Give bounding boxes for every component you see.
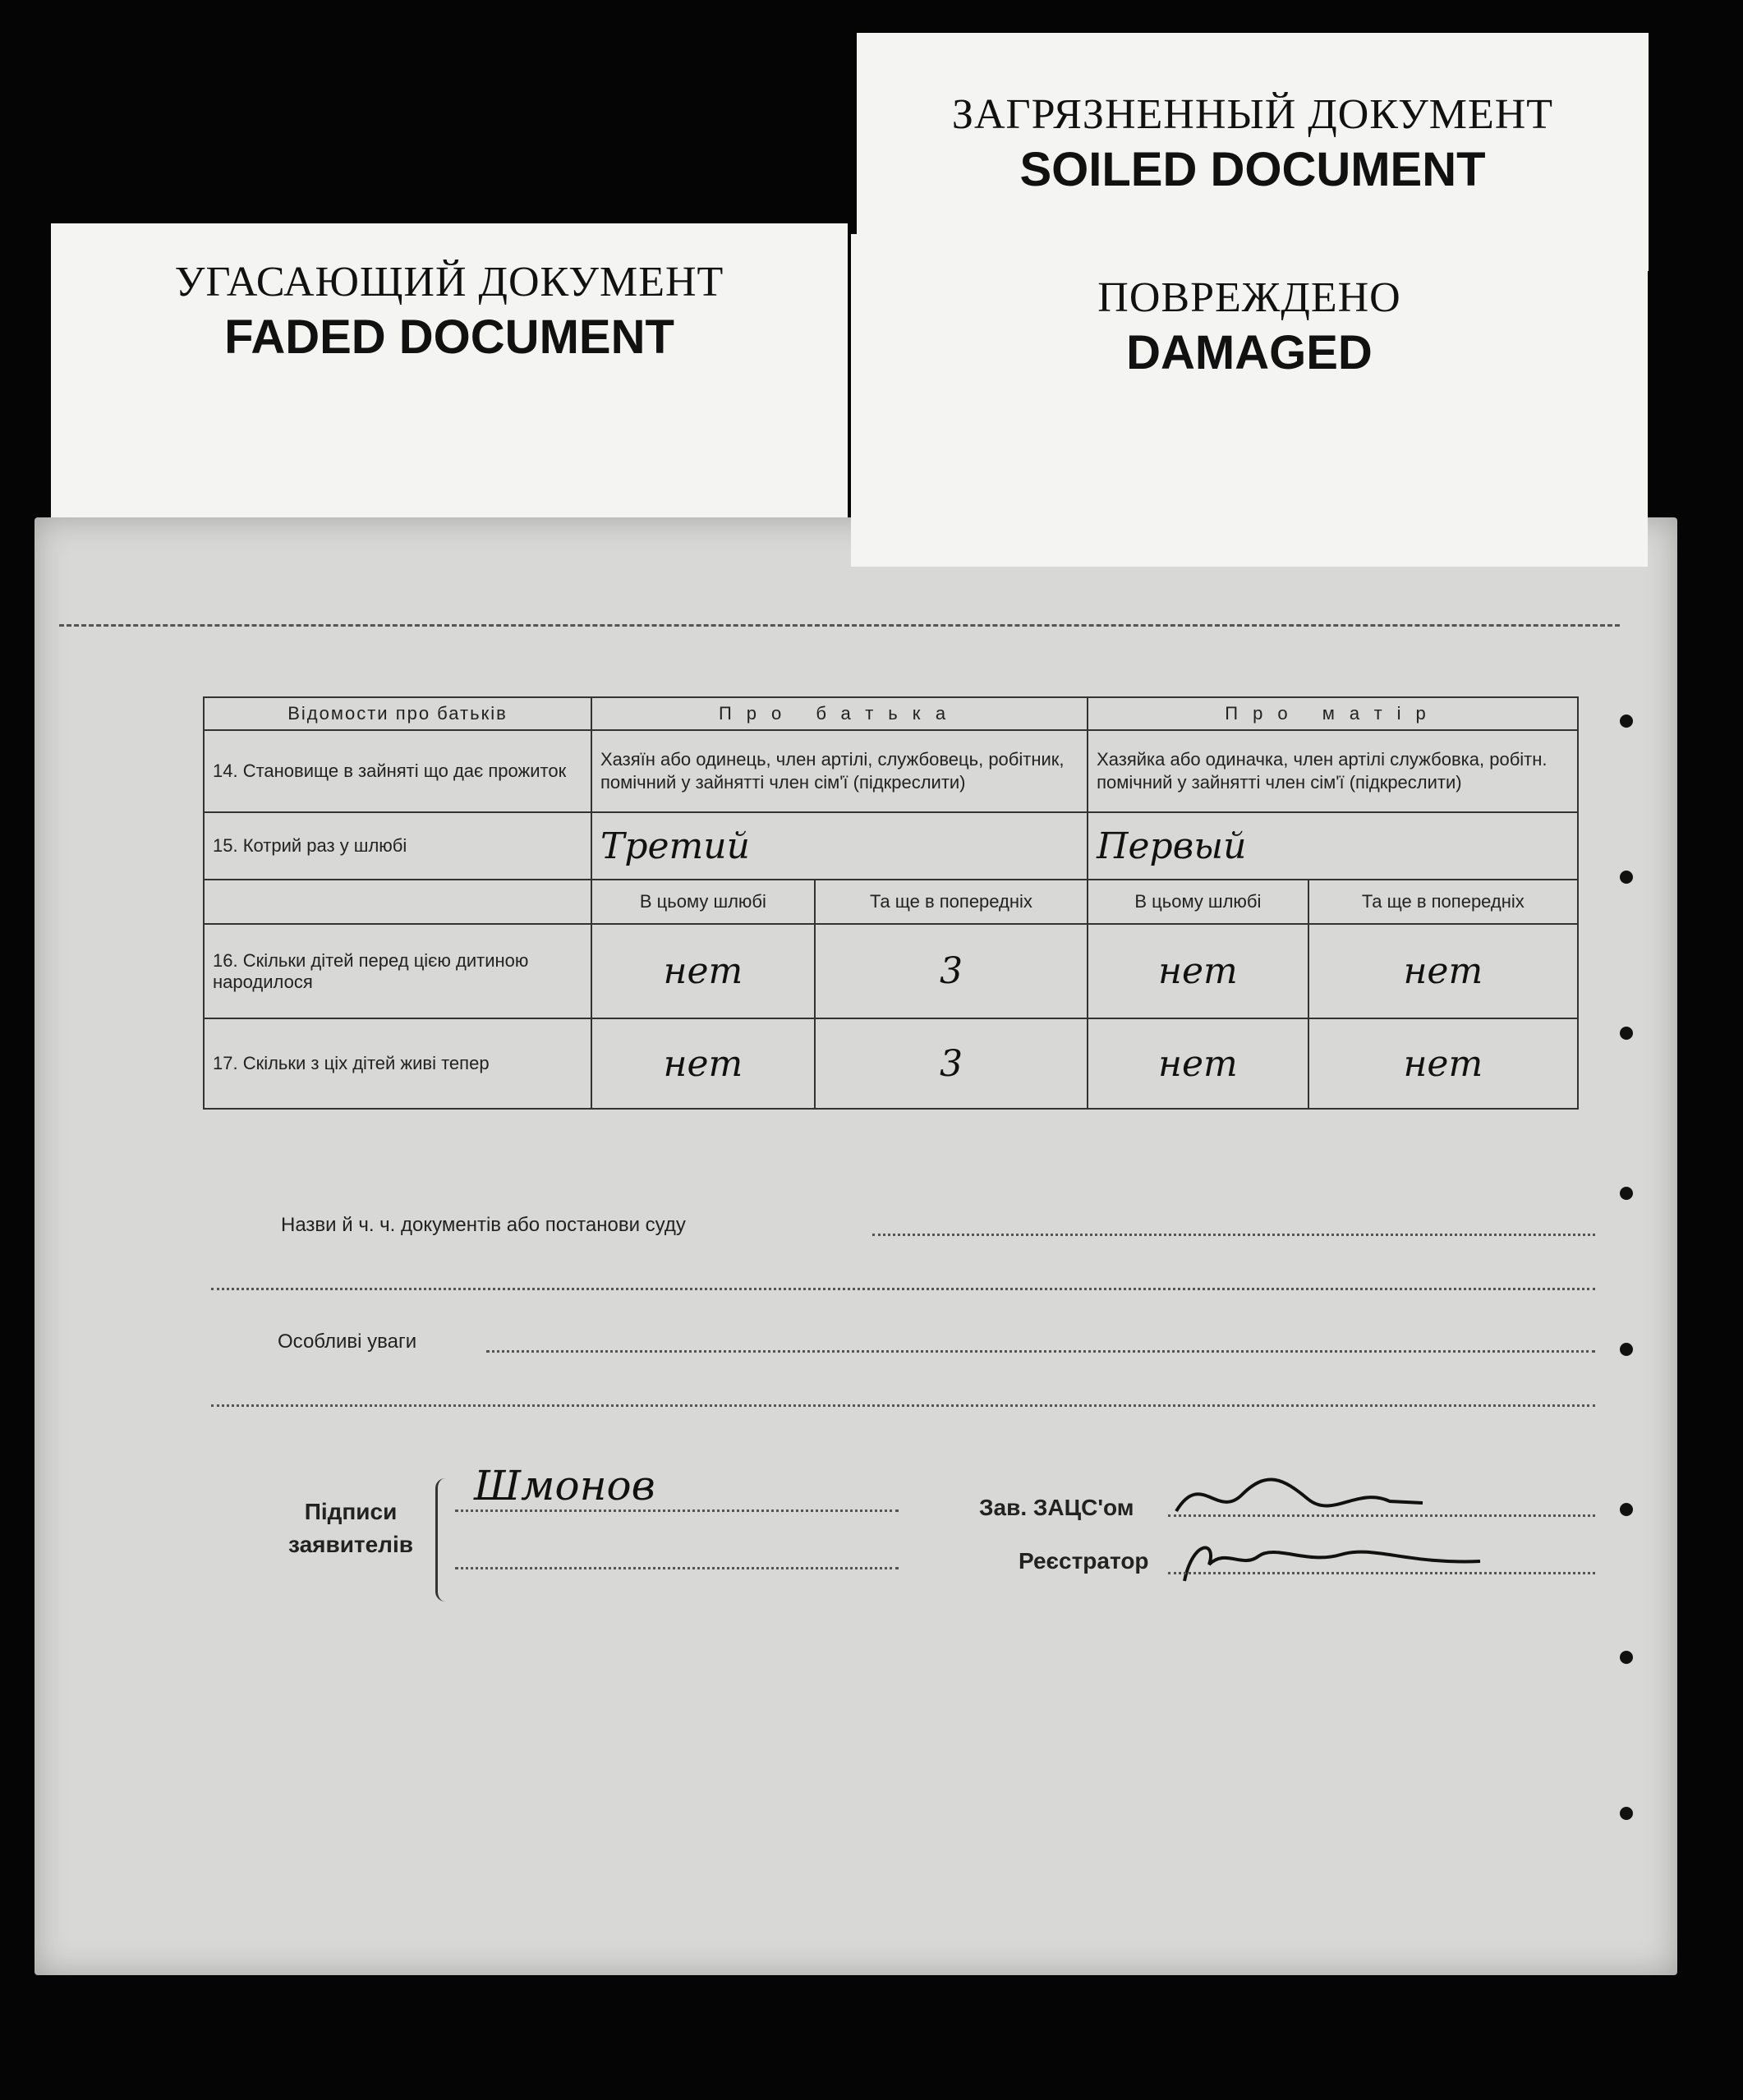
damaged-document-label: [851, 234, 1648, 567]
record-sheet: [34, 517, 1677, 1975]
header-mother: Про матір: [1088, 697, 1578, 730]
sub-father-prev: Та ще в попередніх: [815, 880, 1088, 924]
damaged-label-ru: ПОВРЕЖДЕНО: [1097, 274, 1401, 321]
row16-mother-this: нет: [1088, 924, 1308, 1018]
soiled-label-en: SOILED DOCUMENT: [1019, 143, 1486, 196]
row17-mother-this: нет: [1088, 1018, 1308, 1109]
row17-mother-prev: нет: [1308, 1018, 1578, 1109]
row16-father-this: нет: [591, 924, 815, 1018]
soiled-label-ru: ЗАГРЯЗНЕННЫЙ ДОКУМЕНТ: [951, 91, 1554, 138]
applicants-label: [281, 1499, 421, 1558]
row16-father-prev: 3: [815, 924, 1088, 1018]
binding-hole: [1620, 871, 1633, 884]
sub-father-this: В цьому шлюбі: [591, 880, 815, 924]
row16-label: 16. Скільки дітей перед цією дитиною народилося: [204, 924, 591, 1018]
registrar-signature: [1176, 1532, 1488, 1589]
documents-dotted-line: [872, 1234, 1595, 1236]
registrar-sig-line: [1168, 1572, 1595, 1574]
table-row: [204, 812, 1578, 880]
row14-label: 14. Становище в зайняті що дає прожиток: [204, 730, 591, 812]
row15-mother-value: Первый: [1088, 812, 1578, 880]
remarks-dotted-line: [486, 1350, 1595, 1353]
sub-mother-prev: Та ще в попередніх: [1308, 880, 1578, 924]
documents-dotted-line-2: [211, 1288, 1595, 1290]
table-header-row: [204, 697, 1578, 730]
faded-document-label: [51, 223, 848, 568]
soiled-document-label: [857, 33, 1649, 271]
remarks-field-label: Особливі уваги: [278, 1330, 417, 1353]
sub-mother-this: В цьому шлюбі: [1088, 880, 1308, 924]
binding-hole: [1620, 715, 1633, 728]
applicant-signature: Шмонов: [474, 1462, 655, 1510]
registrar-label: Реєстратор: [1019, 1548, 1149, 1574]
binding-hole: [1620, 1343, 1633, 1356]
binding-hole: [1620, 1187, 1633, 1200]
parents-info-table: [203, 696, 1579, 1110]
applicant-sig-line-1: [455, 1510, 899, 1512]
row17-father-prev: 3: [815, 1018, 1088, 1109]
row17-father-this: нет: [591, 1018, 815, 1109]
row14-mother-options: Хазяйка або одиначка, член артілі службовка, робітн. помічний у зайнятті член сім'ї (підкреслити): [1088, 730, 1578, 812]
applicants-label-line1: Підписи: [304, 1499, 398, 1524]
faded-label-ru: УГАСАЮЩИЙ ДОКУМЕНТ: [174, 259, 724, 306]
binding-hole: [1620, 1807, 1633, 1820]
subheader-blank: [204, 880, 591, 924]
binding-hole: [1620, 1503, 1633, 1516]
applicant-sig-line-2: [455, 1567, 899, 1569]
applicants-label-line2: заявителів: [288, 1532, 413, 1557]
applicants-brace: [435, 1478, 453, 1601]
documents-field-label: Назви й ч. ч. документів або постанови суду: [281, 1214, 686, 1236]
row16-mother-prev: нет: [1308, 924, 1578, 1018]
remarks-dotted-line-2: [211, 1404, 1595, 1407]
head-label: Зав. ЗАЦС'ом: [979, 1495, 1134, 1520]
table-row: [204, 730, 1578, 812]
perforation-line: [59, 624, 1620, 627]
faded-label-en: FADED DOCUMENT: [224, 310, 674, 364]
binding-hole: [1620, 1651, 1633, 1664]
header-father: Про батька: [591, 697, 1088, 730]
table-row: [204, 924, 1578, 1018]
header-parents-info: Відомости про батьків: [204, 697, 591, 730]
row15-father-value: Третий: [591, 812, 1088, 880]
table-row: [204, 1018, 1578, 1109]
head-sig-line: [1168, 1514, 1595, 1517]
binding-hole: [1620, 1027, 1633, 1040]
row17-label: 17. Скільки з ціх дітей живі тепер: [204, 1018, 591, 1109]
table-subheader-row: [204, 880, 1578, 924]
row15-label: 15. Котрий раз у шлюбі: [204, 812, 591, 880]
row14-father-options: Хазяїн або одинець, член артілі, службовець, робітник, помічний у зайнятті член сім'ї (підкреслити): [591, 730, 1088, 812]
damaged-label-en: DAMAGED: [1126, 326, 1373, 379]
